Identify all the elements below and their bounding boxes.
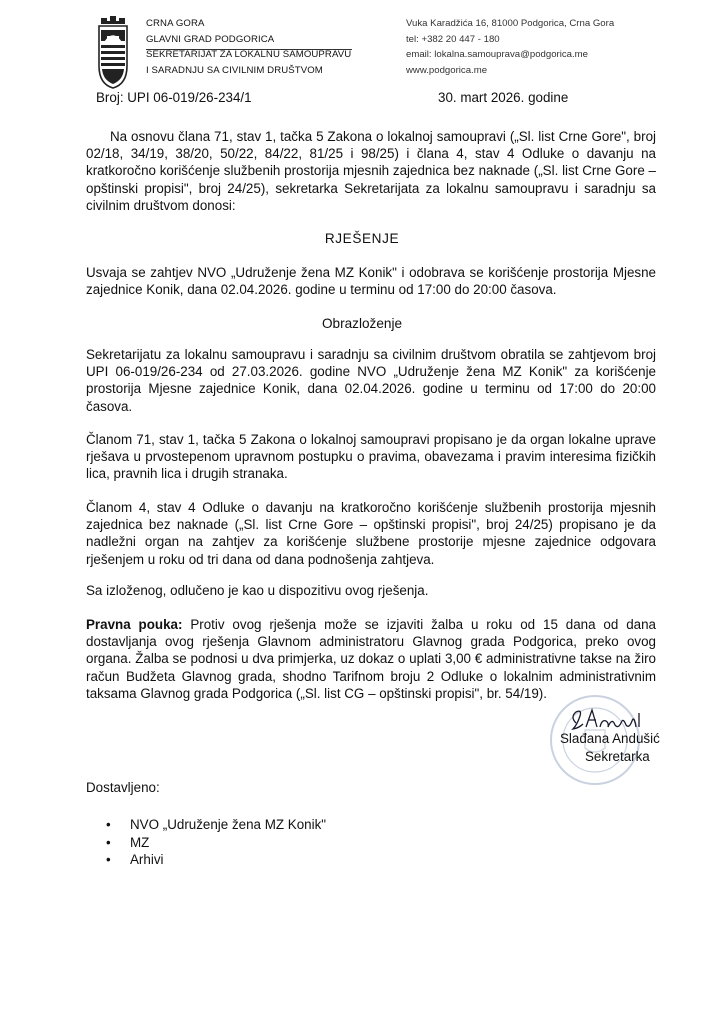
legal-notice-text: Protiv ovog rješenja može se izjaviti žalba u roku od 15 dana od dana dostavljanja ovog rješenja Glavnom administratoru Glavnog grada Podgorica, preko ovog organa. Žalba se podnosi u dva primjerka, uz dokaz o uplati 3,00 € administrativne takse na žiro račun Budžeta Glavnog grada, shodno Tarifnom broju 2 Odluke o lokalnim administrativnim taksama Glavnog grada Podgorica („Sl. list CG – opštinski propisi", br. 54/19). — [86, 617, 656, 701]
document-number: Broj: UPI 06-019/26-234/1 — [96, 90, 252, 105]
issuer-block — [146, 16, 351, 78]
coat-of-arms-logo — [93, 14, 133, 90]
intro-paragraph: Na osnovu člana 71, stav 1, tačka 5 Zakona o lokalnoj samoupravi („Sl. list Crne Gore", broj 02/18, 34/19, 38/20, 50/22, 84/22, 81/25 i 98/25) i člana 4, stav 4 Odluke o davanju na kratkoročno korišćenje službenih prostorija mjesnih zajednica bez naknade („Sl. list Crne Gore – opštinski propisi", broj 24/25), sekretarka Sekretarijata za lokalnu samoupravu i saradnju sa civilnim društvom donosi: — [86, 129, 656, 213]
contact-phone: tel: +382 20 447 - 180 — [406, 33, 500, 45]
contact-email[interactable]: email: lokalna.samouprava@podgorica.me — [406, 49, 588, 60]
reasoning-title: Obrazloženje — [321, 316, 403, 331]
reasoning-paragraph-1: Sekretarijatu za lokalnu samoupravu i saradnju sa civilnim društvom obratila se zahtjevom broj UPI 06-019/26-234 od 27.03.2026. godine NVO „Udruženje žena MZ Konik" za korišćenje prostorija Mjesne zajednice Konik, dana 02.04.2026. godine u terminu od 17:00 do 20:00 časova. — [86, 347, 656, 414]
issuer-country: CRNA GORA — [146, 18, 205, 29]
document-date: 30. mart 2026. godine — [438, 90, 569, 105]
delivery-list — [106, 816, 326, 869]
signatory-name: Slađana Andušić — [560, 731, 660, 746]
delivered-label: Dostavljeno: — [86, 780, 160, 795]
list-item: • NVO „Udruženje žena MZ Konik" — [106, 816, 326, 834]
list-item: • Arhivi — [106, 851, 326, 869]
contact-address: Vuka Karadžića 16, 81000 Podgorica, Crna Gora — [406, 18, 615, 29]
issuer-department-line1: SEKRETARIJAT ZA LOKALNU SAMOUPRAVU — [146, 49, 352, 60]
decision-paragraph: Usvaja se zahtjev NVO „Udruženje žena MZ Konik" i odobrava se korišćenje prostorija Mjesne zajednice Konik, dana 02.04.2026. godine u terminu od 17:00 do 20:00 časova. — [86, 265, 656, 298]
contact-block — [406, 16, 614, 78]
reasoning-conclusion: Sa izloženog, odlučeno je kao u dispozitivu ovog rješenja. — [86, 583, 429, 598]
reasoning-paragraph-3: Članom 4, stav 4 Odluke o davanju na kratkoročno korišćenje službenih prostorija mjesnih zajednica bez naknade („Sl. list Crne Gore – opštinski propisi", broj 24/25) propisano je da nadležni organ na zahtjev za korišćenje službene prostorije mjesne zajednice odgovara rješenjem u roku od tri dana od dana podnošenja zahtjeva. — [86, 500, 656, 567]
legal-notice-label: Pravna pouka: — [86, 617, 183, 632]
issuer-city: GLAVNI GRAD PODGORICA — [146, 33, 275, 45]
decision-title: RJEŠENJE — [324, 231, 400, 246]
contact-website[interactable]: www.podgorica.me — [406, 64, 488, 76]
list-item: • MZ — [106, 834, 326, 852]
letterhead-divider — [146, 49, 352, 50]
reasoning-paragraph-2: Članom 71, stav 1, tačka 5 Zakona o lokalnoj samoupravi propisano je da organ lokalne uprave rješava u prvostepenom upravnom postupku o pravima, obavezama i pravim interesima fizičkih lica, pravnih lica i drugih stranaka. — [86, 432, 656, 482]
signatory-title: Sekretarka — [585, 749, 650, 764]
issuer-department-line2: I SARADNJU SA CIVILNIM DRUŠTVOM — [146, 64, 323, 76]
